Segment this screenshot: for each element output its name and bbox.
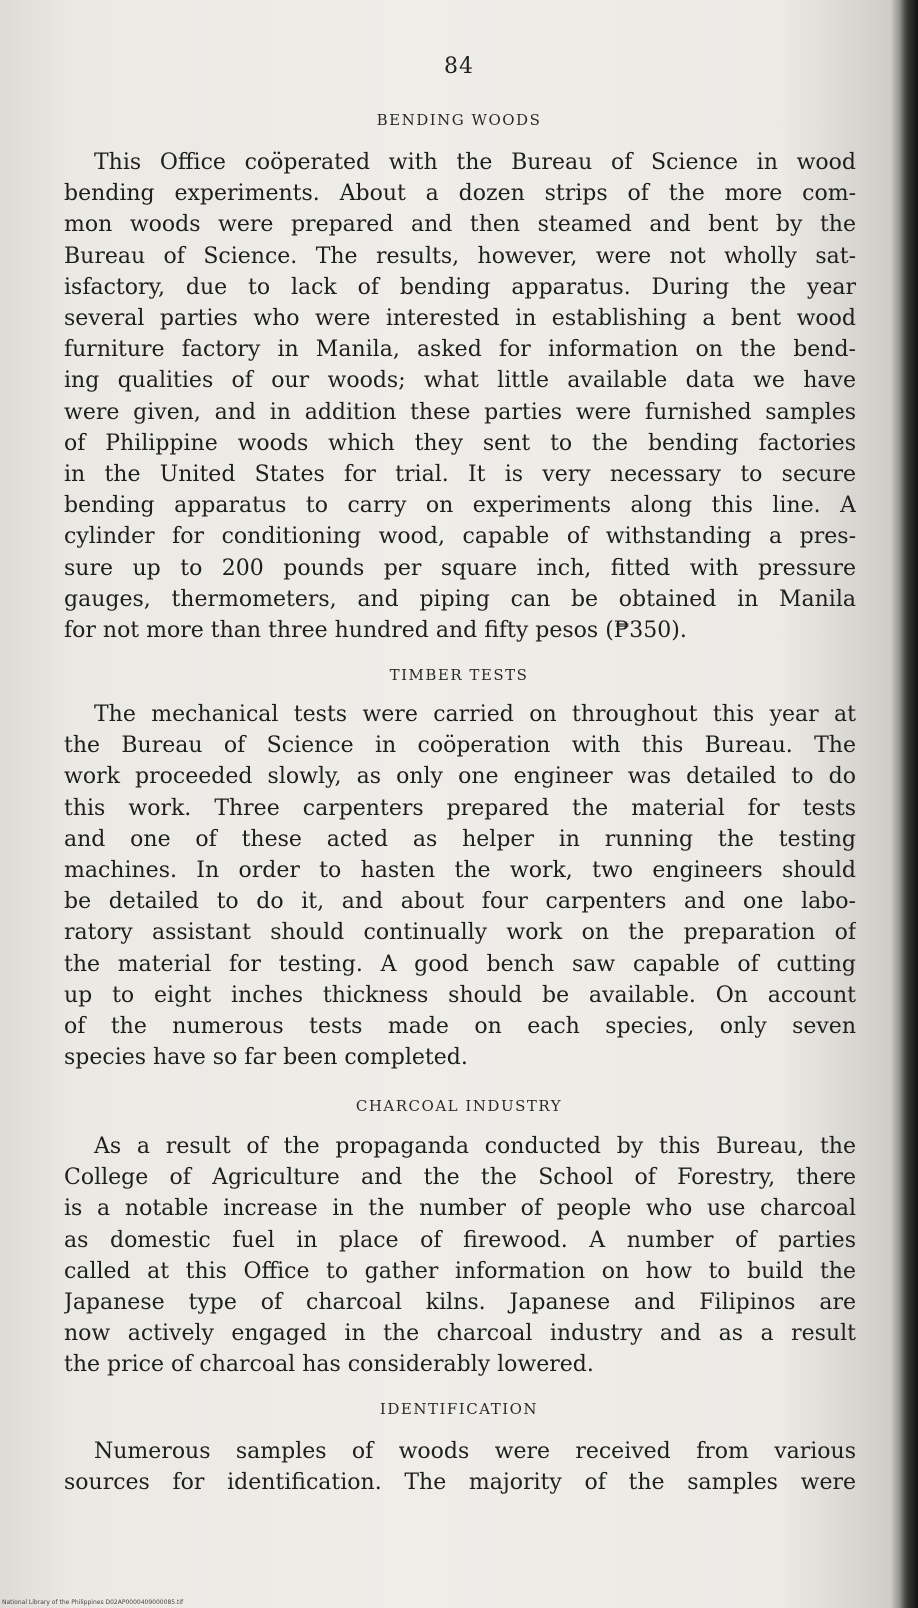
text-line: Numerous samples of woods were received from various [94, 1439, 856, 1464]
text-line: As a result of the propaganda conducted by this Bureau, the [94, 1134, 856, 1159]
section-heading-identification: IDENTIFICATION [379, 1400, 539, 1418]
text-line: mon woods were prepared and then steamed and bent by the [64, 212, 856, 238]
text-line: in the United States for trial. It is very necessary to secure [64, 462, 856, 488]
text-line: is a notable increase in the number of people who use charcoal [64, 1196, 856, 1222]
text-line: now actively engaged in the charcoal industry and as a result [64, 1321, 856, 1347]
text-line: College of Agriculture and the the School of Forestry, there [64, 1165, 856, 1191]
text-line: work proceeded slowly, as only one engineer was detailed to do [64, 764, 856, 790]
page-number: 84 [444, 54, 474, 79]
text-line: This Office coöperated with the Bureau of Science in wood [94, 150, 856, 175]
text-line: several parties who were interested in establishing a bent wood [64, 306, 856, 332]
text-line: ratory assistant should continually work on the preparation of [64, 920, 856, 946]
section-heading-charcoal-industry: CHARCOAL INDUSTRY [355, 1097, 563, 1115]
text-line: for not more than three hundred and fifty pesos (₱350). [64, 618, 687, 644]
text-line: the material for testing. A good bench saw capable of cutting [64, 951, 856, 977]
text-line: cylinder for conditioning wood, capable of withstanding a pres- [64, 524, 856, 550]
text-line: of Philippine woods which they sent to the bending factories [64, 430, 856, 456]
text-line: bending experiments. About a dozen strips of the more com- [64, 181, 856, 207]
text-line: be detailed to do it, and about four carpenters and one labo- [64, 889, 856, 915]
text-line: called at this Office to gather information on how to build the [64, 1258, 856, 1284]
text-line: The mechanical tests were carried on throughout this year at [94, 702, 856, 727]
text-line: the price of charcoal has considerably lowered. [64, 1352, 594, 1378]
text-line: sure up to 200 pounds per square inch, fitted with pressure [64, 555, 856, 581]
paragraph-timber-tests [64, 699, 856, 1073]
text-line: were given, and in addition these parties were furnished samples [64, 399, 856, 425]
text-line: as domestic fuel in place of firewood. A number of parties [64, 1227, 856, 1253]
section-heading-timber-tests: TIMBER TESTS [389, 666, 529, 684]
paragraph-charcoal-industry [64, 1131, 856, 1381]
text-line: furniture factory in Manila, asked for information on the bend- [64, 337, 856, 363]
text-line: isfactory, due to lack of bending apparatus. During the year [64, 274, 856, 300]
text-line: Japanese type of charcoal kilns. Japanese and Filipinos are [64, 1290, 856, 1316]
text-line: and one of these acted as helper in running the testing [64, 826, 856, 852]
paragraph-bending-woods [64, 147, 856, 646]
text-line: machines. In order to hasten the work, two engineers should [64, 858, 856, 884]
text-line: of the numerous tests made on each species, only seven [64, 1014, 856, 1040]
page-edge-shadow [900, 0, 918, 1608]
text-line: this work. Three carpenters prepared the material for tests [64, 795, 856, 821]
text-line: gauges, thermometers, and piping can be obtained in Manila [64, 586, 856, 612]
section-heading-bending-woods: BENDING WOODS [376, 111, 542, 129]
paragraph-identification [64, 1436, 856, 1498]
text-line: up to eight inches thickness should be available. On account [64, 982, 856, 1008]
text-line: species have so far been completed. [64, 1045, 468, 1071]
scan-footer-label: National Library of the Philippines D02AP0000409000085.tif [2, 1599, 184, 1606]
text-line: Bureau of Science. The results, however, were not wholly sat- [64, 243, 856, 269]
text-line: ing qualities of our woods; what little available data we have [64, 368, 856, 394]
text-line: the Bureau of Science in coöperation with this Bureau. The [64, 733, 856, 759]
text-line: bending apparatus to carry on experiments along this line. A [64, 493, 856, 519]
text-line: sources for identification. The majority of the samples were [64, 1470, 856, 1496]
